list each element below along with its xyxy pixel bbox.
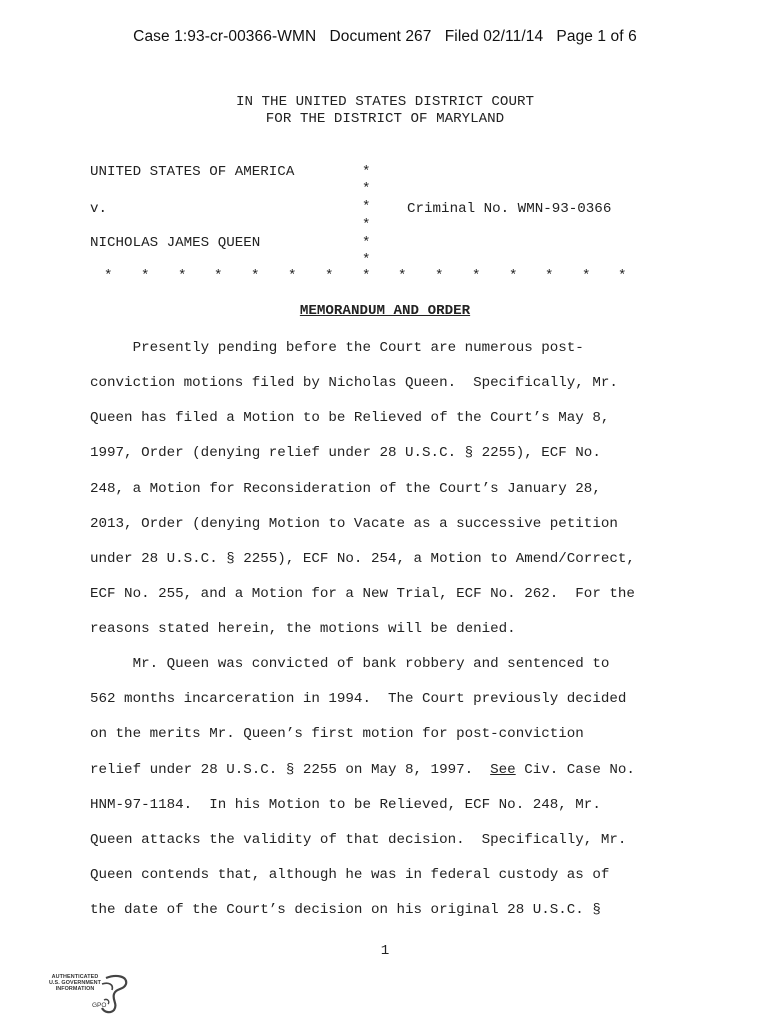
- divider-star: *: [435, 268, 444, 284]
- eagle-icon: [44, 974, 134, 1018]
- body-line: Queen contends that, although he was in federal custody as of: [90, 867, 610, 883]
- court-name-line-1: IN THE UNITED STATES DISTRICT COURT: [236, 94, 534, 110]
- page-number: 1: [380, 943, 390, 959]
- divider-star: *: [582, 268, 591, 284]
- divider-star: *: [362, 268, 371, 284]
- caption-star: *: [362, 199, 371, 215]
- body-line: Mr. Queen was convicted of bank robbery and sentenced to: [90, 656, 610, 672]
- see-signal: See: [490, 762, 516, 778]
- body-line: HNM-97-1184. In his Motion to be Relieved, ECF No. 248, Mr.: [90, 797, 601, 813]
- citation-tail: Civ. Case No.: [515, 762, 635, 778]
- document-title-text: MEMORANDUM AND ORDER: [299, 303, 471, 319]
- body-line: ECF No. 255, and a Motion for a New Trial, ECF No. 262. For the: [90, 586, 635, 602]
- caption-star: *: [362, 164, 371, 180]
- divider-star: *: [472, 268, 481, 284]
- caption-star: *: [362, 252, 371, 268]
- caption-versus: v.: [90, 201, 108, 217]
- body-line: Queen attacks the validity of that decision. Specifically, Mr.: [90, 832, 627, 848]
- court-name-line-2: FOR THE DISTRICT OF MARYLAND: [265, 111, 505, 127]
- caption-star: *: [362, 217, 371, 233]
- divider-star: *: [509, 268, 518, 284]
- body-line: conviction motions filed by Nicholas Queen. Specifically, Mr.: [90, 375, 618, 391]
- divider-star: *: [325, 268, 334, 284]
- filing-header: Case 1:93-cr-00366-WMN Document 267 Filed 02/11/14 Page 1 of 6: [133, 28, 637, 45]
- gpo-logo-line: AUTHENTICATED: [51, 974, 99, 980]
- body-line: 562 months incarceration in 1994. The Court previously decided: [90, 691, 627, 707]
- divider-star: *: [398, 268, 407, 284]
- divider-star: *: [618, 268, 627, 284]
- caption-star: *: [362, 235, 371, 251]
- body-line: Queen has filed a Motion to be Relieved of the Court’s May 8,: [90, 410, 610, 426]
- caption-case-number: Criminal No. WMN-93-0366: [407, 201, 612, 217]
- gpo-logo-line: INFORMATION: [55, 986, 95, 993]
- caption-star: *: [362, 181, 371, 197]
- body-line: 248, a Motion for Reconsideration of the Court’s January 28,: [90, 481, 601, 497]
- caption-defendant: NICHOLAS JAMES QUEEN: [90, 235, 261, 251]
- divider-star: *: [251, 268, 260, 284]
- gpo-logo-line: U.S. GOVERNMENT: [48, 980, 102, 987]
- body-line: on the merits Mr. Queen’s first motion for post-conviction: [90, 726, 584, 742]
- caption-plaintiff: UNITED STATES OF AMERICA: [90, 164, 295, 180]
- body-line: Presently pending before the Court are numerous post-: [90, 340, 584, 356]
- gpo-authentication-logo: [44, 974, 134, 1018]
- body-line: 2013, Order (denying Motion to Vacate as a successive petition: [90, 516, 618, 532]
- divider-star: *: [288, 268, 297, 284]
- body-line-text: relief under 28 U.S.C. § 2255 on May 8, 1997.: [90, 762, 491, 778]
- body-line: 1997, Order (denying relief under 28 U.S.C. § 2255), ECF No.: [90, 445, 601, 461]
- divider-star: *: [214, 268, 223, 284]
- body-line-with-citation: [90, 762, 635, 778]
- divider-star: *: [545, 268, 554, 284]
- body-line: the date of the Court’s decision on his original 28 U.S.C. §: [90, 902, 601, 918]
- document-title: [0, 303, 770, 319]
- star-divider: [104, 268, 634, 288]
- gpo-logo-mark: GPO: [92, 1002, 107, 1009]
- body-line: under 28 U.S.C. § 2255), ECF No. 254, a Motion to Amend/Correct,: [90, 551, 635, 567]
- body-line: reasons stated herein, the motions will be denied.: [90, 621, 516, 637]
- divider-star: *: [104, 268, 113, 284]
- divider-star: *: [178, 268, 187, 284]
- divider-star: *: [141, 268, 150, 284]
